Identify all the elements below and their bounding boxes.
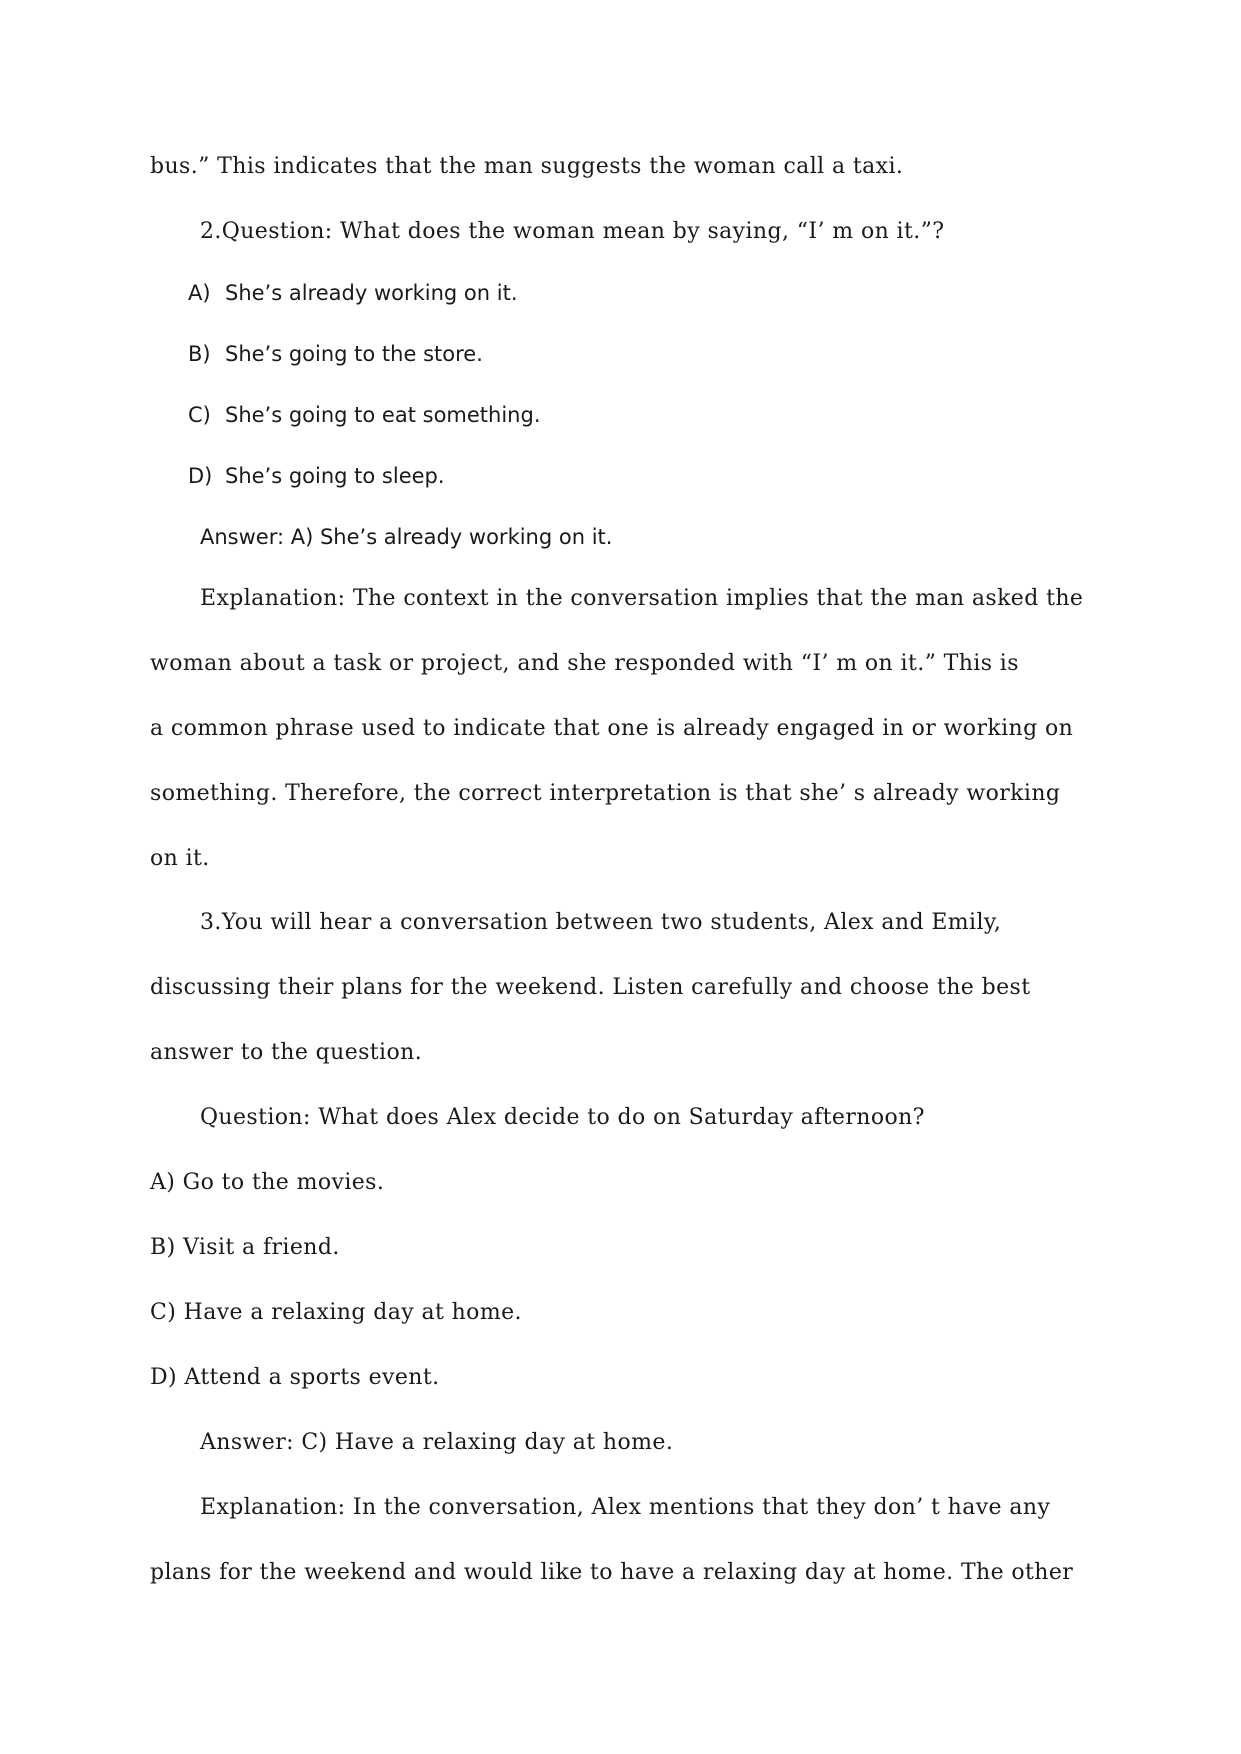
q2-explanation-line: on it. bbox=[150, 846, 210, 871]
q2-option-label: D) bbox=[188, 464, 213, 488]
q1-explanation-tail: bus.” This indicates that the man suggests the woman call a taxi. bbox=[150, 154, 904, 179]
q3-option-c: C) Have a relaxing day at home. bbox=[150, 1300, 522, 1325]
q2-option-c bbox=[188, 405, 541, 426]
q2-option-label: C) bbox=[188, 403, 211, 427]
q2-question: 2.Question: What does the woman mean by saying, “I’ m on it.”? bbox=[200, 219, 945, 244]
q2-explanation-line: Explanation: The context in the conversation implies that the man asked the bbox=[200, 586, 1084, 611]
q3-option-b: B) Visit a friend. bbox=[150, 1235, 340, 1260]
q3-question: Question: What does Alex decide to do on Saturday afternoon? bbox=[200, 1105, 925, 1130]
q3-intro-line: 3.You will hear a conversation between two students, Alex and Emily, bbox=[200, 910, 1002, 935]
q3-intro-line: discussing their plans for the weekend. Listen carefully and choose the best bbox=[150, 975, 1031, 1000]
q2-option-d bbox=[188, 466, 445, 487]
q2-explanation-line: woman about a task or project, and she responded with “I’ m on it.” This is bbox=[150, 651, 1019, 676]
q3-option-d: D) Attend a sports event. bbox=[150, 1365, 440, 1390]
q3-answer: Answer: C) Have a relaxing day at home. bbox=[200, 1430, 674, 1455]
q2-option-text: She’s already working on it. bbox=[225, 281, 518, 305]
q2-option-a bbox=[188, 283, 518, 304]
q2-option-text: She’s going to eat something. bbox=[225, 403, 541, 427]
q3-intro-line: answer to the question. bbox=[150, 1040, 423, 1065]
q2-option-text: She’s going to sleep. bbox=[225, 464, 445, 488]
q2-option-label: A) bbox=[188, 281, 211, 305]
q2-option-label: B) bbox=[188, 342, 211, 366]
q2-option-text: She’s going to the store. bbox=[225, 342, 483, 366]
q2-explanation-line: a common phrase used to indicate that one is already engaged in or working on bbox=[150, 716, 1074, 741]
q3-option-a: A) Go to the movies. bbox=[150, 1170, 385, 1195]
q2-explanation-line: something. Therefore, the correct interpretation is that she’ s already working bbox=[150, 781, 1061, 806]
q3-explanation-line: plans for the weekend and would like to have a relaxing day at home. The other bbox=[150, 1560, 1074, 1585]
q2-answer: Answer: A) She’s already working on it. bbox=[200, 525, 613, 549]
q3-explanation-line: Explanation: In the conversation, Alex mentions that they don’ t have any bbox=[200, 1495, 1051, 1520]
q2-option-b bbox=[188, 344, 483, 365]
